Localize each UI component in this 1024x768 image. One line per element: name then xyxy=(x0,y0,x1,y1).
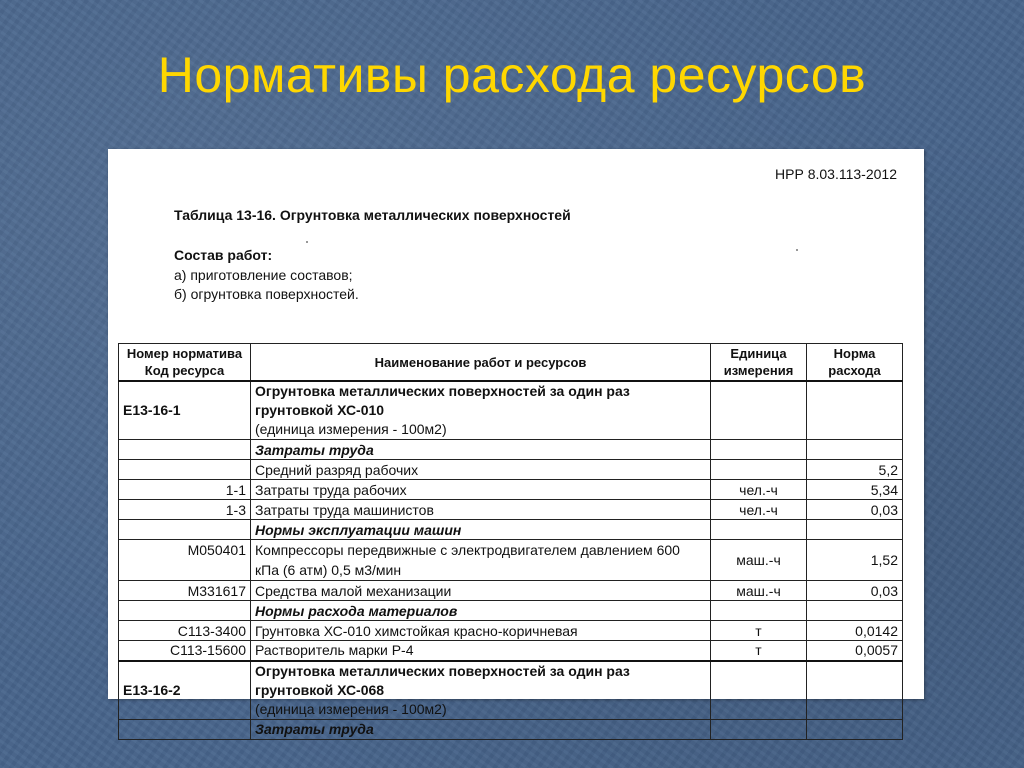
row-name xyxy=(251,661,711,720)
row-name: Нормы расхода материалов xyxy=(251,601,711,621)
row-code: Е13-16-2 xyxy=(119,661,251,720)
row-code xyxy=(119,601,251,621)
table-row-section xyxy=(119,719,903,739)
row-name: Грунтовка ХС-010 химстойкая красно-коричневая xyxy=(251,621,711,641)
row-unit xyxy=(711,440,807,460)
table-row xyxy=(119,621,903,641)
row-norm xyxy=(807,381,903,440)
row-code: 1-3 xyxy=(119,500,251,520)
row-norm: 5,34 xyxy=(807,480,903,500)
group-unit-note: (единица измерения - 100м2) xyxy=(255,421,447,437)
column-header-name: Наименование работ и ресурсов xyxy=(251,344,711,382)
row-unit: т xyxy=(711,621,807,641)
document-scan xyxy=(108,149,924,737)
row-name: Средства малой механизации xyxy=(251,581,711,601)
row-name: Нормы эксплуатации машин xyxy=(251,520,711,540)
row-norm xyxy=(807,719,903,739)
row-name: Компрессоры передвижные с электродвигателем давлением 600 кПа (6 атм) 0,5 м3/мин xyxy=(251,540,711,581)
row-norm: 0,03 xyxy=(807,500,903,520)
row-norm: 0,03 xyxy=(807,581,903,601)
row-code: М050401 xyxy=(119,540,251,581)
row-unit: маш.-ч xyxy=(711,581,807,601)
scan-speck xyxy=(306,241,308,243)
row-unit xyxy=(711,719,807,739)
row-name: Затраты труда машинистов xyxy=(251,500,711,520)
table-header-row xyxy=(119,344,903,382)
row-code xyxy=(119,460,251,480)
table-row xyxy=(119,500,903,520)
row-code: С113-3400 xyxy=(119,621,251,641)
table-row-group xyxy=(119,661,903,720)
work-item-b: б) огрунтовка поверхностей. xyxy=(174,286,359,302)
row-norm xyxy=(807,520,903,540)
row-name: Затраты труда рабочих xyxy=(251,480,711,500)
row-norm: 5,2 xyxy=(807,460,903,480)
row-code: Е13-16-1 xyxy=(119,381,251,440)
row-name: Средний разряд рабочих xyxy=(251,460,711,480)
row-norm xyxy=(807,661,903,720)
row-unit xyxy=(711,601,807,621)
row-code xyxy=(119,440,251,460)
row-name: Растворитель марки Р-4 xyxy=(251,641,711,661)
column-header-unit: Единица измерения xyxy=(711,344,807,382)
table-row xyxy=(119,480,903,500)
table-row-section xyxy=(119,601,903,621)
row-norm: 0,0142 xyxy=(807,621,903,641)
row-unit xyxy=(711,520,807,540)
row-unit xyxy=(711,381,807,440)
table-row-group xyxy=(119,381,903,440)
row-code xyxy=(119,719,251,739)
table-row xyxy=(119,540,903,581)
column-header-norm: Норма расхода xyxy=(807,344,903,382)
table-row-section xyxy=(119,520,903,540)
group-title: Огрунтовка металлических поверхностей за один раз грунтовкой ХС-010 xyxy=(255,383,630,418)
row-unit xyxy=(711,460,807,480)
table-row xyxy=(119,581,903,601)
row-unit: т xyxy=(711,641,807,661)
table-caption: Таблица 13-16. Огрунтовка металлических поверхностей xyxy=(174,207,571,223)
row-norm: 0,0057 xyxy=(807,641,903,661)
table-row-section xyxy=(119,440,903,460)
group-title: Огрунтовка металлических поверхностей за один раз грунтовкой ХС-068 xyxy=(255,662,630,698)
slide-title: Нормативы расхода ресурсов xyxy=(157,47,867,103)
row-code: 1-1 xyxy=(119,480,251,500)
row-name xyxy=(251,381,711,440)
row-norm: 1,52 xyxy=(807,540,903,581)
column-header-code: Номер норматива Код ресурса xyxy=(119,344,251,382)
norms-table xyxy=(118,343,903,740)
row-name: Затраты труда xyxy=(251,719,711,739)
row-norm xyxy=(807,440,903,460)
row-unit: чел.-ч xyxy=(711,480,807,500)
work-item-a: а) приготовление составов; xyxy=(174,267,353,283)
row-name: Затраты труда xyxy=(251,440,711,460)
row-unit: чел.-ч xyxy=(711,500,807,520)
row-code: С113-15600 xyxy=(119,641,251,661)
row-unit: маш.-ч xyxy=(711,540,807,581)
group-unit-note: (единица измерения - 100м2) xyxy=(255,700,447,717)
table-row xyxy=(119,641,903,661)
document-code: НРР 8.03.113-2012 xyxy=(775,166,897,182)
work-composition-heading: Состав работ: xyxy=(174,247,273,263)
table-row xyxy=(119,460,903,480)
row-code xyxy=(119,520,251,540)
row-code: М331617 xyxy=(119,581,251,601)
row-unit xyxy=(711,661,807,720)
row-norm xyxy=(807,601,903,621)
scan-speck xyxy=(796,249,798,251)
